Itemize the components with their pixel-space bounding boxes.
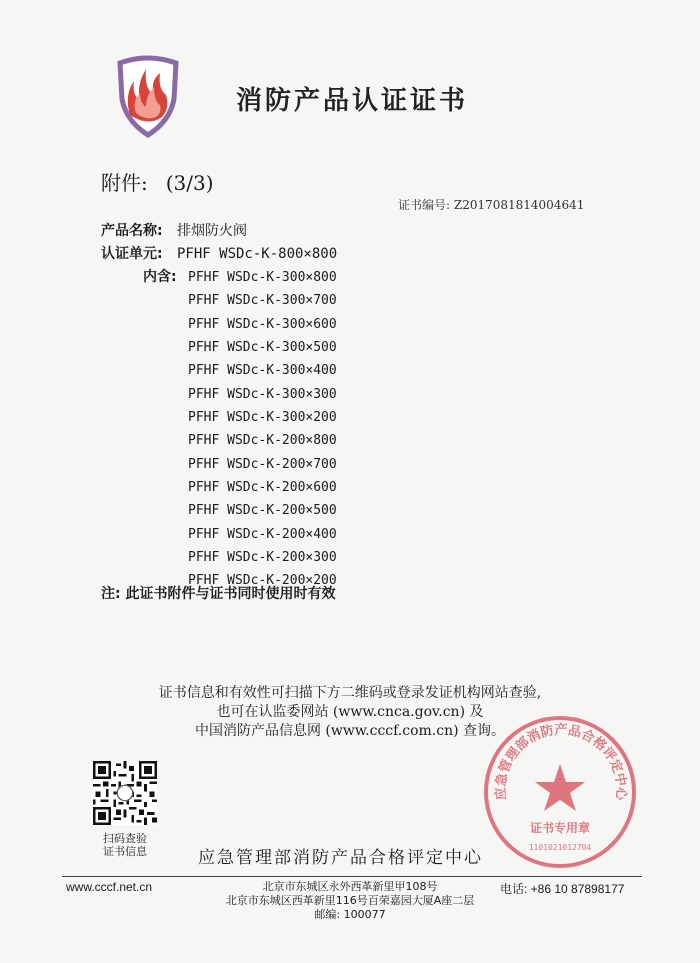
seal-ring-text: 应急管理部消防产品合格评定中心 <box>493 722 629 801</box>
address-line: 北京市东城区西革新里116号百荣嘉园大厦A座二层 <box>225 894 475 907</box>
info-line: 中国消防产品信息网 (www.cccf.com.cn) 查询。 <box>194 723 506 739</box>
qr-code-icon[interactable] <box>93 761 157 825</box>
list-item: PFHF WSDc-K-300×200 <box>188 410 337 426</box>
certificate-number: 证书编号: Z2017081814004641 <box>398 198 585 212</box>
qr-caption-line: 扫码查验 <box>103 832 147 845</box>
attachment-line <box>101 167 214 196</box>
list-item: PFHF WSDc-K-200×400 <box>188 526 337 542</box>
unit-label: 认证单元: <box>101 246 163 262</box>
info-line: 也可在认监委网站 (www.cnca.gov.cn) 及 <box>216 704 484 720</box>
list-item: PFHF WSDc-K-300×400 <box>188 363 337 379</box>
contents-label: 内含: <box>143 269 177 285</box>
list-item: PFHF WSDc-K-300×300 <box>188 386 337 402</box>
official-seal <box>480 712 640 872</box>
fire-logo-icon <box>116 55 180 139</box>
certificate-title: 消防产品认证证书 <box>236 86 469 116</box>
list-item: PFHF WSDc-K-300×600 <box>188 316 337 332</box>
validity-note: 注: 此证书附件与证书同时使用时有效 <box>101 586 336 602</box>
list-item: PFHF WSDc-K-200×600 <box>188 480 337 496</box>
issuer-name: 应急管理部消防产品合格评定中心 <box>198 848 483 868</box>
list-item: PFHF WSDc-K-200×500 <box>188 503 337 519</box>
qr-caption-line: 证书信息 <box>103 845 147 858</box>
seal-number: 1101021012704 <box>528 843 592 852</box>
address-line: 北京市东城区永外西革新里甲108号 <box>262 880 438 893</box>
list-item: PFHF WSDc-K-200×800 <box>188 433 337 449</box>
unit-row <box>101 243 337 263</box>
unit-value: PFHF WSDc-K-800×800 <box>177 246 338 262</box>
attachment-label: 附件: <box>101 171 148 195</box>
product-name-row <box>101 220 247 240</box>
product-name-value: 排烟防火阀 <box>177 223 247 239</box>
list-item: PFHF WSDc-K-300×800 <box>188 270 337 285</box>
list-item: PFHF WSDc-K-300×500 <box>188 340 337 356</box>
info-line: 证书信息和有效性可扫描下方二维码或登录发证机构网站查验, <box>158 685 542 701</box>
contents-row <box>143 266 177 286</box>
seal-center-text: 证书专用章 <box>529 821 591 835</box>
product-name-label: 产品名称: <box>101 223 163 239</box>
contents-list <box>188 266 337 593</box>
postcode: 邮编: 100077 <box>314 908 386 921</box>
footer-phone: 电话: +86 10 87898177 <box>500 882 625 896</box>
footer-website[interactable]: www.cccf.net.cn <box>66 880 153 894</box>
attachment-page: (3/3) <box>165 171 214 195</box>
footer-divider <box>62 876 642 877</box>
list-item: PFHF WSDc-K-200×700 <box>188 456 337 472</box>
list-item: PFHF WSDc-K-300×700 <box>188 293 337 309</box>
list-item: PFHF WSDc-K-200×200 <box>188 573 337 589</box>
qr-caption <box>93 832 157 858</box>
footer-address <box>200 880 500 922</box>
seal-star-icon <box>535 764 585 811</box>
list-item: PFHF WSDc-K-200×300 <box>188 550 337 566</box>
